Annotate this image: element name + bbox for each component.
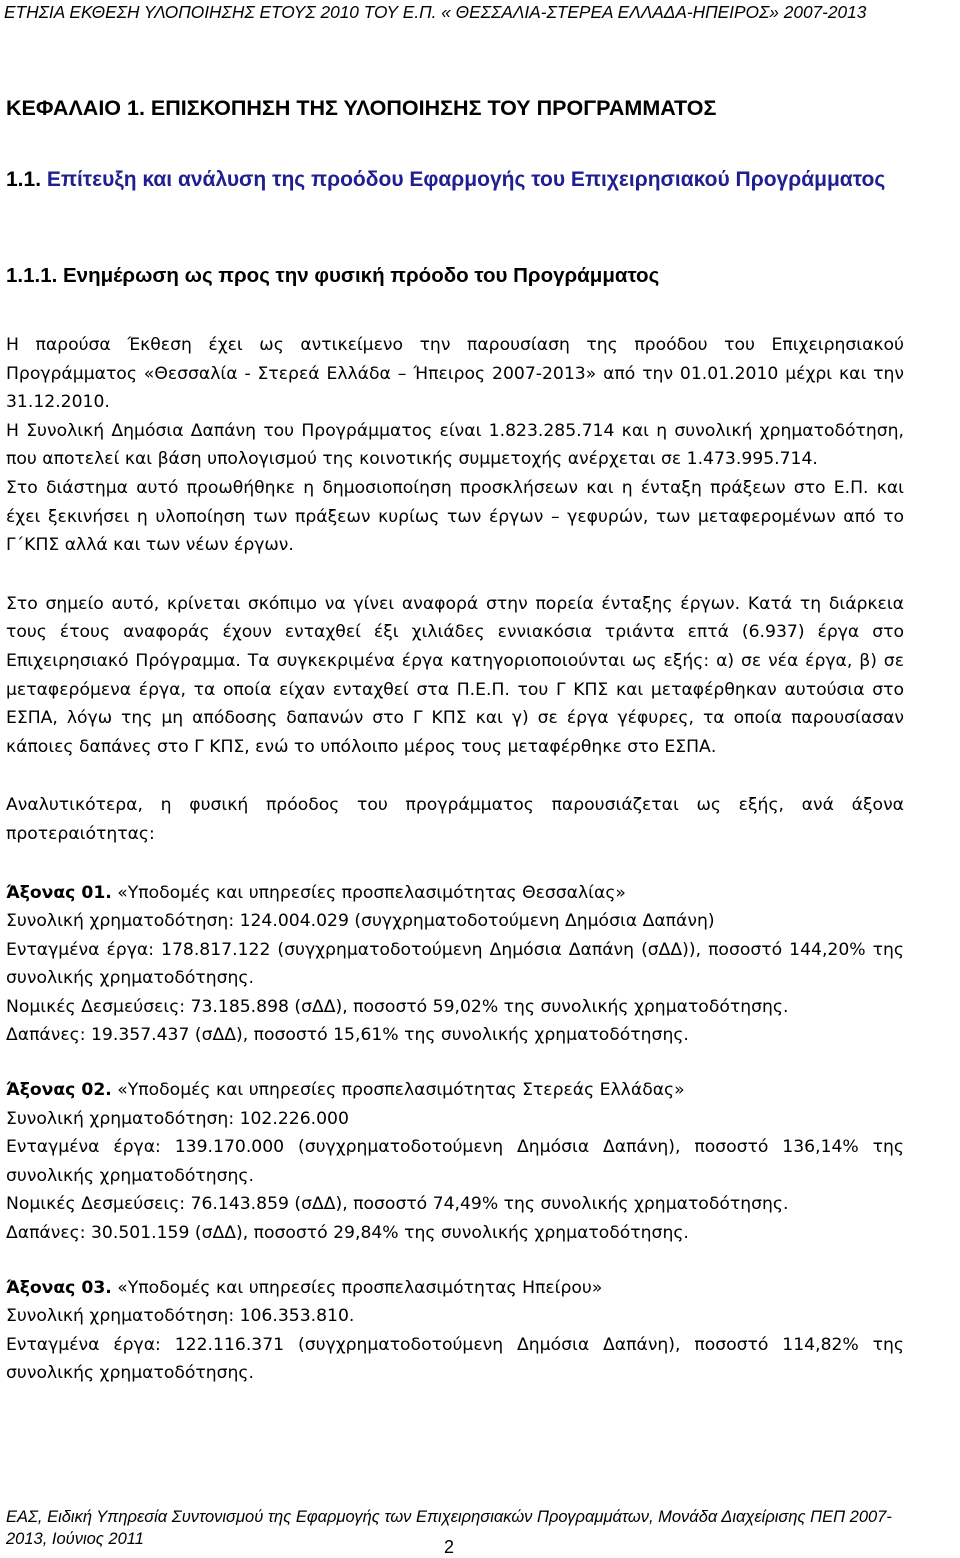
paragraph-progress: Στο διάστημα αυτό προωθήθηκε η δημοσιοποίηση προσκλήσεων και η ένταξη πράξεων στο Ε.Π. και έχει ξεκινήσει η υλοποίηση των πράξεων κυρίως των έργων – γεφυρών, των μεταφερομένων από το Γ΄ΚΠΣ αλλά και των νέων έργων. <box>6 477 904 556</box>
axis-01-heading <box>6 879 904 908</box>
axis-01-included: Ενταγμένα έργα: 178.817.122 (συγχρηματοδοτούμενη Δημόσια Δαπάνη (σΔΔ)), ποσοστό 144,20% της συνολικής χρηματοδότησης. <box>6 939 904 989</box>
axis-01-total: Συνολική χρηματοδότηση: 124.004.029 (συγχρηματοδοτούμενη Δημόσια Δαπάνη) <box>6 911 715 932</box>
axis-02-included: Ενταγμένα έργα: 139.170.000 (συγχρηματοδοτούμενη Δημόσια Δαπάνη), ποσοστό 136,14% της συνολικής χρηματοδότησης. <box>6 1137 904 1186</box>
document-header: ΕΤΗΣΙΑ ΕΚΘΕΣΗ ΥΛΟΠΟΙΗΣΗΣ ΕΤΟΥΣ 2010 ΤΟΥ Ε.Π. « ΘΕΣΣΑΛΙΑ-ΣΤΕΡΕΑ ΕΛΛΑΔΑ-ΗΠΕΙΡΟΣ» 2007-2013 <box>4 2 867 22</box>
axis-02-title: «Υποδομές και υπηρεσίες προσπελασιμότητας Στερεάς Ελλάδας» <box>117 1080 685 1101</box>
axis-03-title: «Υποδομές και υπηρεσίες προσπελασιμότητας Ηπείρου» <box>117 1277 603 1298</box>
chapter-title: ΚΕΦΑΛΑΙΟ 1. ΕΠΙΣΚΟΠΗΣΗ ΤΗΣ ΥΛΟΠΟΙΗΣΗΣ ΤΟΥ ΠΡΟΓΡΑΜΜΑΤΟΣ <box>6 96 717 120</box>
axis-02-expenses: Δαπάνες: 30.501.159 (σΔΔ), ποσοστό 29,84% της συνολικής χρηματοδότησης. <box>6 1223 689 1244</box>
axis-02-label: Άξονας 02. <box>6 1080 112 1101</box>
subsection-title: Ενημέρωση ως προς την φυσική πρόοδο του Προγράμματος <box>63 264 660 287</box>
axis-01-title: «Υποδομές και υπηρεσίες προσπελασιμότητας Θεσσαλίας» <box>117 882 626 903</box>
axis-03-total: Συνολική χρηματοδότηση: 106.353.810. <box>6 1306 355 1327</box>
axis-block-02 <box>6 1076 904 1248</box>
document-footer: ΕΑΣ, Ειδική Υπηρεσία Συντονισμού της Εφαρμογής των Επιχειρησιακών Προγραμμάτων, Μονάδα Διαχείρισης ΠΕΠ 2007-2013, Ιούνιος 2011 <box>6 1508 892 1548</box>
section-number: 1.1. <box>6 168 42 191</box>
paragraph-intro: Η παρούσα Έκθεση έχει ως αντικείμενο την παρουσίαση της προόδου του Επιχειρησιακού Προγράμματος «Θεσσαλία - Στερεά Ελλάδα – Ήπειρος 2007-2013» από την 01.01.2010 μέχρι και την 31.12.2010. <box>6 335 904 413</box>
paragraph-projects: Στο σημείο αυτό, κρίνεται σκόπιμο να γίνει αναφορά στην πορεία ένταξης έργων. Κατά τη διάρκεια τους έτους αναφοράς έχουν ενταχθεί έξι χιλιάδες εννιακόσια τριάντα επτά (6.937) έργα στο Επιχειρησιακό Πρόγραμμα. Τα συγκεκριμένα έργα κατηγοριοποιούνται ως εξής: α) σε νέα έργα, β) σε μεταφερόμενα έργα, τα οποία είχαν ενταχθεί στα Π.Ε.Π. του Γ ΚΠΣ και μεταφέρθηκαν αυτούσια στο ΕΣΠΑ, λόγω της μη απόδοσης δαπανών στο Γ ΚΠΣ και γ) σε έργα γέφυρες, τα οποία παρουσίασαν κάποιες δαπάνες στο Γ ΚΠΣ, ενώ το υπόλοιπο μέρος τους μεταφέρθηκε στο ΕΣΠΑ. <box>6 593 904 757</box>
subsection-heading <box>6 264 946 288</box>
axis-02-commitments: Νομικές Δεσμεύσεις: 76.143.859 (σΔΔ), ποσοστό 74,49% της συνολικής χρηματοδότησης. <box>6 1194 789 1215</box>
axis-block-01 <box>6 879 904 1051</box>
axis-01-expenses: Δαπάνες: 19.357.437 (σΔΔ), ποσοστό 15,61% της συνολικής χρηματοδότησης. <box>6 1025 689 1046</box>
document-body <box>6 331 904 1388</box>
axis-01-commitments: Νομικές Δεσμεύσεις: 73.185.898 (σΔΔ), ποσοστό 59,02% της συνολικής χρηματοδότησης. <box>6 996 789 1017</box>
section-title: Επίτευξη και ανάλυση της προόδου Εφαρμογής του Επιχειρησιακού Προγράμματος <box>46 168 886 191</box>
section-heading <box>6 163 906 197</box>
paragraph-breakdown-intro: Αναλυτικότερα, η φυσική πρόοδος του προγράμματος παρουσιάζεται ως εξής, ανά άξονα προτεραιότητας: <box>6 795 904 844</box>
axis-03-included: Ενταγμένα έργα: 122.116.371 (συγχρηματοδοτούμενη Δημόσια Δαπάνη), ποσοστό 114,82% της συνολικής χρηματοδότησης. <box>6 1334 904 1384</box>
axis-block-03 <box>6 1274 904 1388</box>
axis-02-total: Συνολική χρηματοδότηση: 102.226.000 <box>6 1108 349 1129</box>
subsection-number: 1.1.1. <box>6 264 58 287</box>
page-number: 2 <box>444 1537 455 1557</box>
paragraph-budget: Η Συνολική Δημόσια Δαπάνη του Προγράμματος είναι 1.823.285.714 και η συνολική χρηματοδότηση, που αποτελεί και βάση υπολογισμού της κοινοτικής συμμετοχής ανέρχεται σε 1.473.995.714. <box>6 420 904 470</box>
axis-03-label: Άξονας 03. <box>6 1277 112 1298</box>
axis-03-heading <box>6 1274 904 1303</box>
axis-02-heading <box>6 1076 904 1105</box>
axis-01-label: Άξονας 01. <box>6 882 112 903</box>
